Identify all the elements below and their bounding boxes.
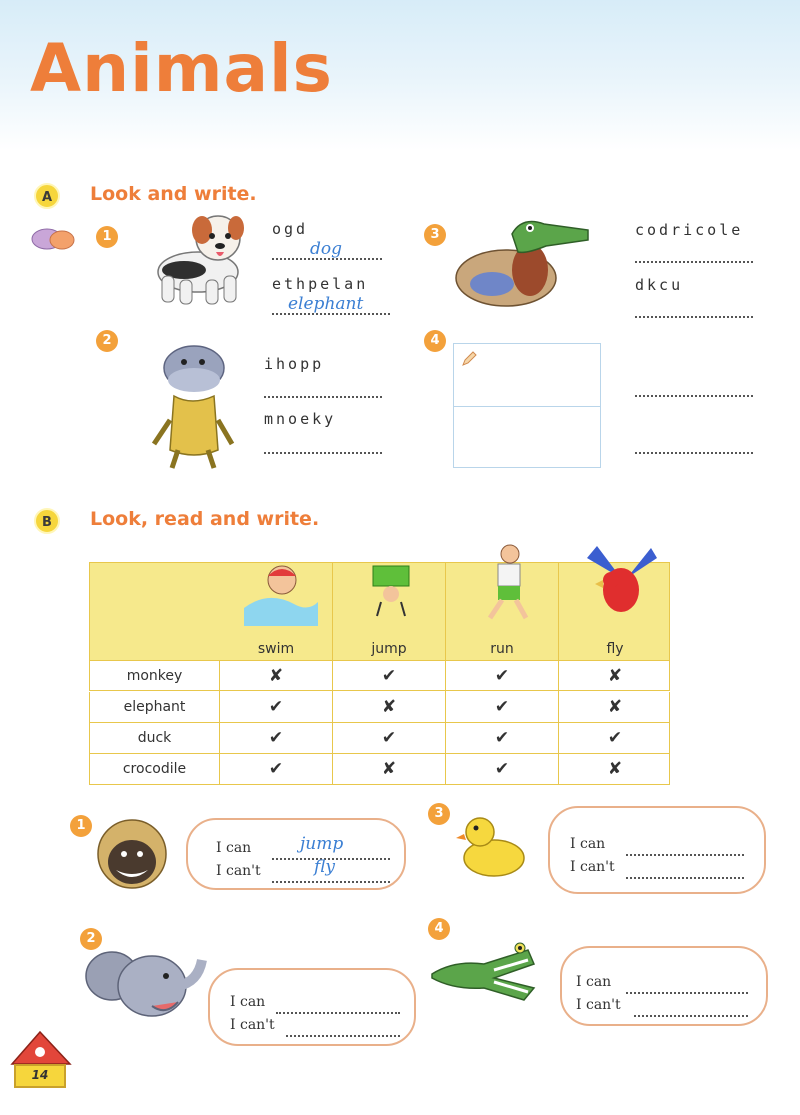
dog-icon [140,210,250,310]
bubble-number-1: 1 [70,815,92,837]
bubble-2-can-line[interactable] [276,994,400,1014]
answer-line-4b[interactable] [635,434,753,454]
mark-cell: ✘ [607,759,623,779]
table-row [89,660,670,691]
page-number: 14 [14,1064,66,1088]
bubble-4-can-line[interactable] [626,974,748,994]
col-fly [559,563,671,661]
parrot-icon [577,538,667,628]
mark-cell: ✘ [220,661,333,692]
bubble-number-3: 3 [428,803,450,825]
mark-cell: ✘ [333,692,446,723]
scrambled-word-1b: ethpelan [272,275,369,293]
bubble-4-can-label: I can [576,974,612,990]
col-run [446,563,559,661]
scrambled-word-2a: ihopp [264,355,325,373]
answer-line-3a[interactable] [635,243,753,263]
row-animal: elephant [90,692,220,723]
bubble-2-cant-line[interactable] [286,1017,400,1037]
mark-cell: ✔ [220,754,333,785]
item-number-4: 4 [424,330,446,352]
page-title: Animals [30,30,333,107]
item-number-2: 2 [96,330,118,352]
house-roof-icon [8,1026,74,1066]
mark-cell: ✘ [333,754,446,785]
bubble-3-cant-label: I can't [570,859,615,875]
table-header [89,562,670,660]
row-animal: monkey [90,661,220,692]
bubble-3-can-label: I can [570,836,606,852]
speech-bubbles-icon [30,226,78,254]
handwritten-answer-1a: dog [310,239,342,259]
mark-cell: ✔ [333,661,446,692]
mark-cell: ✔ [220,723,333,754]
mark-cell: ✘ [607,697,623,717]
answer-line-3b[interactable] [635,298,753,318]
bubble-1-cant-label: I can't [216,863,261,879]
bubble-1-can-answer: jump [300,834,344,854]
col-jump [333,563,446,661]
col-label-jump: jump [371,641,407,657]
speech-bubble-1 [186,818,406,890]
section-b-title: Look, read and write. [90,508,320,530]
swimmer-icon [238,538,318,628]
col-swim [220,563,333,661]
mark-cell: ✔ [446,723,559,754]
bubble-4-cant-label: I can't [576,997,621,1013]
bubble-4-cant-line[interactable] [634,997,748,1017]
table-row [89,692,670,723]
duck-icon [456,810,532,880]
bubble-1-cant-answer: fly [314,857,335,877]
col-label-fly: fly [606,641,624,657]
scrambled-word-2b: mnoeky [264,410,337,428]
ability-table [89,562,670,787]
answer-line-2b[interactable] [264,434,382,454]
mark-cell: ✔ [607,728,623,748]
bubble-2-can-label: I can [230,994,266,1010]
hippo-icon [148,340,238,470]
drawing-box[interactable] [453,343,601,468]
item-number-3: 3 [424,224,446,246]
mark-cell: ✔ [333,723,446,754]
scrambled-word-3a: codricole [635,221,744,239]
col-label-swim: swim [257,641,295,657]
bubble-1-can-label: I can [216,840,252,856]
answer-line-4a[interactable] [635,377,753,397]
answer-line-2a[interactable] [264,378,382,398]
bubble-2-cant-label: I can't [230,1017,275,1033]
bubble-3-cant-line[interactable] [626,859,744,879]
bubble-number-2: 2 [80,928,102,950]
mark-cell: ✔ [446,692,559,723]
mark-cell: ✘ [607,666,623,686]
drawing-box-divider [454,406,600,407]
mark-cell: ✔ [446,661,559,692]
table-row [89,754,670,785]
col-label-run: run [490,641,514,657]
pencil-icon [460,350,478,368]
section-a-title: Look and write. [90,183,257,205]
section-a-badge: A [34,183,60,209]
row-animal: crocodile [90,754,220,785]
row-animal: duck [90,723,220,754]
mark-cell: ✔ [220,692,333,723]
speech-bubble-2 [208,968,416,1046]
scrambled-word-1a: ogd [272,220,309,238]
scrambled-word-3b: dkcu [635,276,684,294]
crocodile-icon [424,930,554,1010]
speech-bubble-3 [548,806,766,894]
section-b-badge: B [34,508,60,534]
item-number-1: 1 [96,226,118,248]
jumper-icon [351,538,431,628]
bubble-number-4: 4 [428,918,450,940]
speech-bubble-4 [560,946,768,1026]
runner-icon [464,538,544,628]
crocodile-duck-icon [452,210,592,310]
bubble-3-can-line[interactable] [626,836,744,856]
table-row [89,723,670,754]
mark-cell: ✔ [446,754,559,785]
elephant-icon [82,946,208,1030]
monkey-icon [94,818,170,894]
handwritten-answer-1b: elephant [288,294,364,314]
